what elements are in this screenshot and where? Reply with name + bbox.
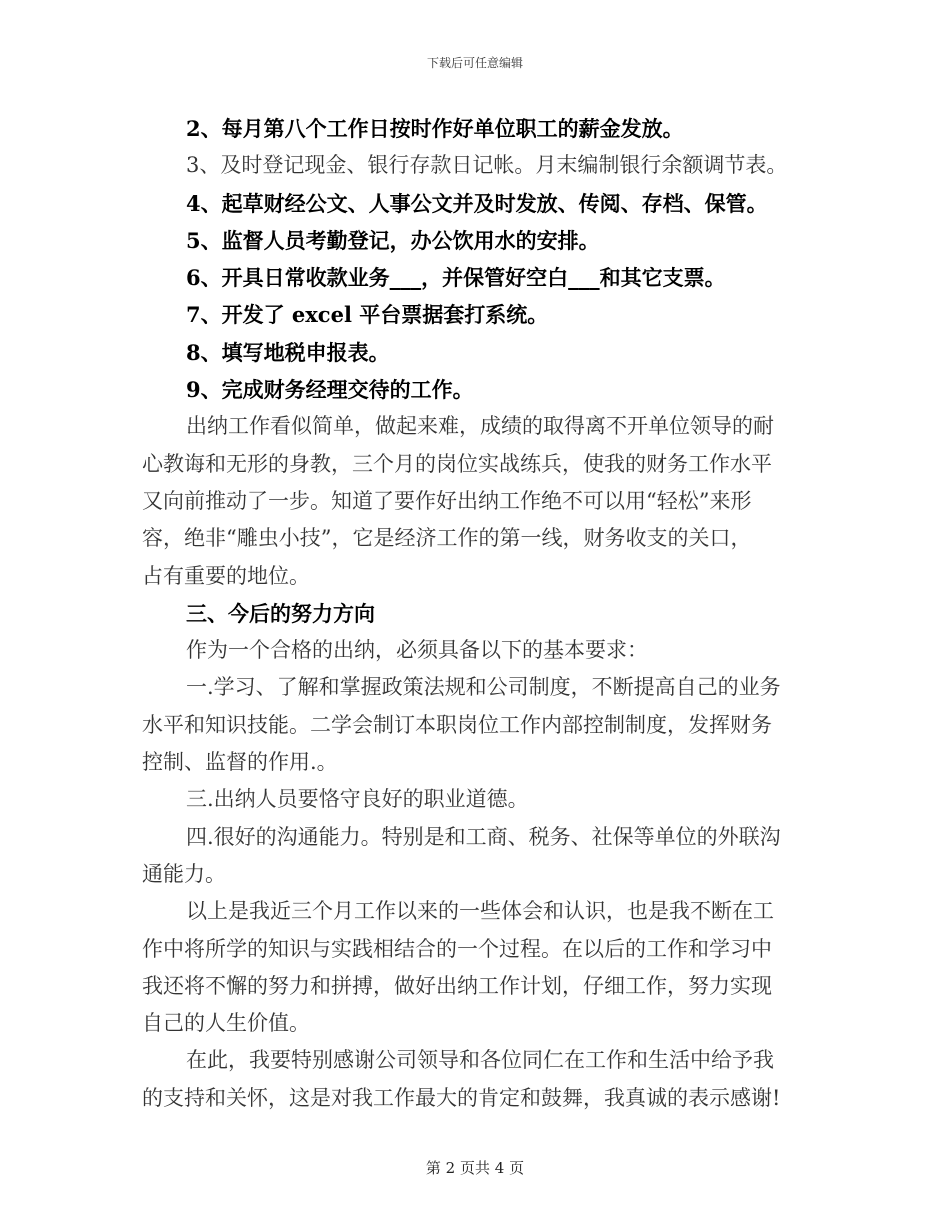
text-line: 心教诲和无形的身教，三个月的岗位实战练兵，使我的财务工作水平 [142,451,772,476]
text-line: 水平和知识技能。二学会制订本职岗位工作内部控制制度，发挥财务 [142,712,772,737]
document-body [142,110,810,1117]
text-line: 7、开发了 excel 平台票据套打系统。 [186,302,549,328]
text-line: 通能力。 [142,861,226,886]
text-line: 4、起草财经公文、人事公文并及时发放、传阅、存档、保管。 [186,190,768,216]
page-footer: 第 2 页共 4 页 [425,1159,525,1177]
text-line: 9、完成财务经理交待的工作。 [186,377,474,403]
text-line: 在此，我要特别感谢公司领导和各位同仁在工作和生活中给予我 [186,1048,774,1073]
text-line: 又向前推动了一步。知道了要作好出纳工作绝不可以用“轻松”来形 [142,488,752,513]
text-line: 3、及时登记现金、银行存款日记帐。月末编制银行余额调节表。 [186,153,788,178]
text-line: 8、填写地税申报表。 [186,339,390,365]
text-line: 以上是我近三个月工作以来的一些体会和认识，也是我不断在工 [186,899,774,924]
text-line: 2、每月第八个工作日按时作好单位职工的薪金发放。 [186,116,684,141]
text-line: 占有重要的地位。 [142,563,310,588]
section-heading: 三、今后的努力方向 [186,600,375,626]
text-line: 容，绝非“雕虫小技”，它是经济工作的第一线，财务收支的关口， [142,526,752,551]
text-line: 控制、监督的作用.。 [142,750,338,775]
page-header: 下载后可任意编辑 [426,56,523,70]
text-line: 四.很好的沟通能力。特别是和工商、税务、社保等单位的外联沟 [186,824,781,849]
text-line: 作为一个合格的出纳，必须具备以下的基本要求： [186,638,648,663]
text-line: 三.出纳人员要恪守良好的职业道德。 [186,787,529,812]
text-line: 一.学习、了解和掌握政策法规和公司制度，不断提高自己的业务 [186,675,781,700]
text-line: 6、开具日常收款业务___，并保管好空白___和其它支票。 [186,265,726,291]
text-line: 自己的人生价值。 [142,1011,310,1036]
text-line: 5、监督人员考勤登记，办公饮用水的安排。 [186,227,600,253]
text-line: 作中将所学的知识与实践相结合的一个过程。在以后的工作和学习中 [142,936,772,961]
text-line: 的支持和关怀，这是对我工作最大的肯定和鼓舞，我真诚的表示感谢! [142,1085,781,1110]
text-line: 出纳工作看似简单，做起来难，成绩的取得离不开单位领导的耐 [186,414,774,439]
text-line: 我还将不懈的努力和拼搏，做好出纳工作计划，仔细工作，努力实现 [142,973,772,998]
